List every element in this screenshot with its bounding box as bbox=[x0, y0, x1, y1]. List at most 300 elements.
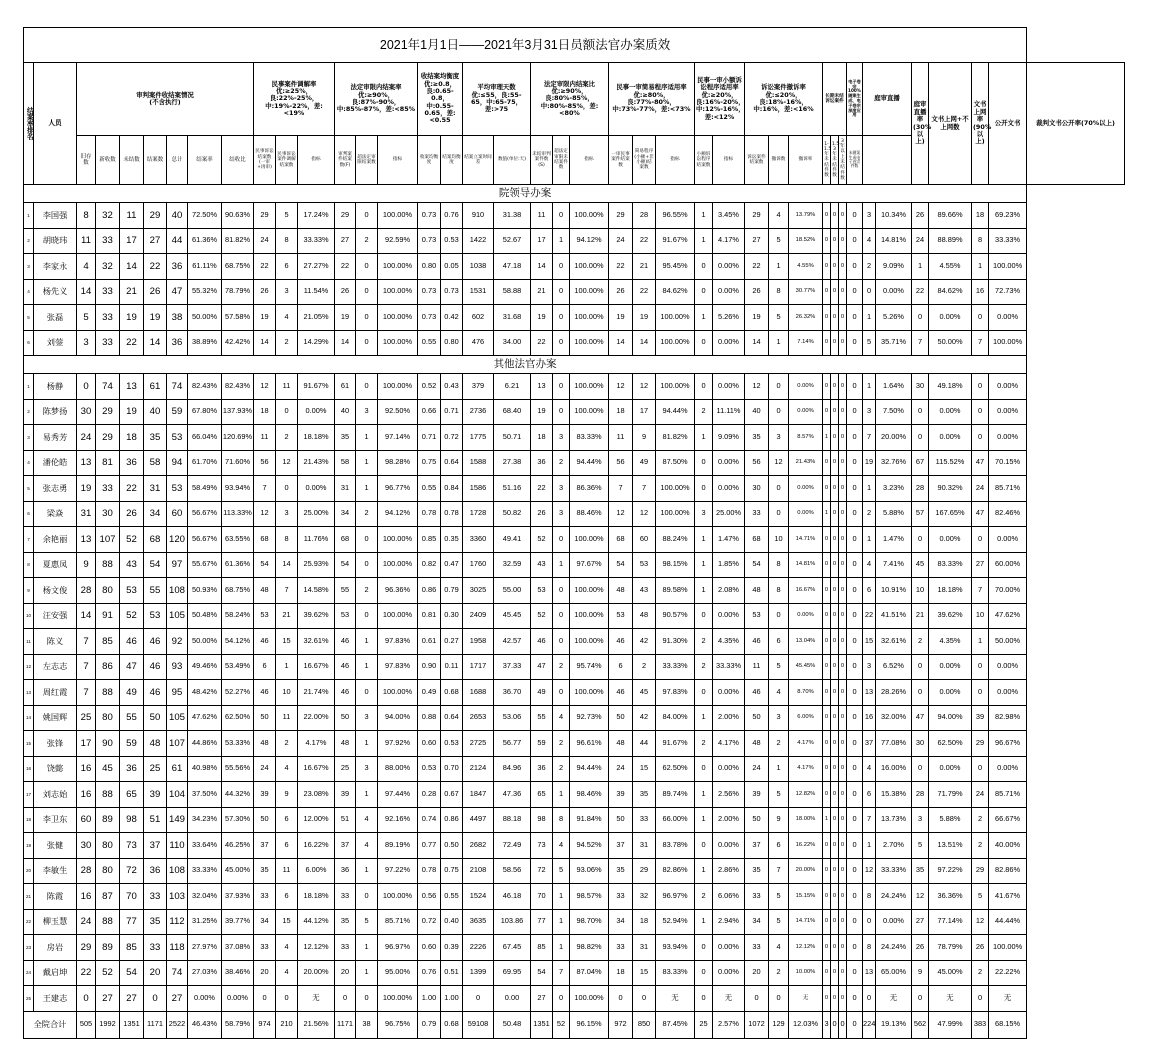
table-cell: 0 bbox=[847, 680, 863, 706]
table-cell: 35 bbox=[335, 909, 356, 935]
table-cell: 0 bbox=[831, 603, 839, 629]
table-cell: 1775 bbox=[463, 425, 494, 451]
table-cell: 90.57% bbox=[656, 603, 695, 629]
table-cell: 6 bbox=[863, 578, 876, 604]
table-cell: 68 bbox=[144, 527, 167, 553]
table-cell: 89.19% bbox=[378, 833, 418, 859]
table-cell: 21.56% bbox=[298, 1011, 335, 1038]
table-cell: 0 bbox=[847, 305, 863, 331]
table-cell: 0 bbox=[823, 228, 831, 254]
table-cell: 0.00% bbox=[713, 279, 745, 305]
table-cell: 118 bbox=[167, 935, 188, 961]
table-cell: 48 bbox=[254, 731, 276, 757]
table-cell: 1038 bbox=[463, 254, 494, 280]
table-cell: 44.32% bbox=[222, 782, 254, 808]
table-cell: 18.52% bbox=[789, 228, 823, 254]
table-cell: 100.00% bbox=[378, 279, 418, 305]
table-cell: 23 bbox=[24, 935, 34, 961]
table-cell: 2522 bbox=[167, 1011, 188, 1038]
table-row bbox=[24, 578, 1125, 604]
table-cell: 80 bbox=[96, 858, 120, 884]
table-cell: 21 bbox=[24, 884, 34, 910]
table-cell: 0 bbox=[847, 629, 863, 655]
table-cell: 25 bbox=[24, 986, 34, 1012]
table-cell: 31.25% bbox=[188, 909, 222, 935]
table-cell: 29 bbox=[745, 203, 769, 229]
table-cell: 0 bbox=[972, 399, 989, 425]
table-cell: 25.00% bbox=[713, 501, 745, 527]
table-cell: 21 bbox=[120, 279, 144, 305]
table-cell: 陈梦扬 bbox=[34, 399, 77, 425]
table-cell: 26 bbox=[120, 501, 144, 527]
sub-header-19: 指标 bbox=[570, 136, 609, 185]
table-cell: 2 bbox=[553, 654, 570, 680]
table-cell: 0.00% bbox=[989, 527, 1027, 553]
table-cell: 0 bbox=[553, 330, 570, 356]
table-cell: 100.00% bbox=[570, 578, 609, 604]
table-cell: 46 bbox=[745, 680, 769, 706]
table-cell: 70 bbox=[120, 884, 144, 910]
table-cell: 0.00% bbox=[298, 399, 335, 425]
table-cell: 29 bbox=[77, 935, 96, 961]
sub-header-7: 民事诉讼结案数(一审+再审) bbox=[254, 136, 276, 185]
table-cell: 13 bbox=[531, 374, 553, 400]
table-cell: 无 bbox=[656, 986, 695, 1012]
table-cell: 0 bbox=[831, 960, 839, 986]
table-cell: 0 bbox=[847, 986, 863, 1012]
table-cell: 0 bbox=[823, 279, 831, 305]
table-cell: 张志勇 bbox=[34, 476, 77, 502]
table-cell: 5 bbox=[356, 909, 378, 935]
table-cell: 108 bbox=[167, 858, 188, 884]
table-cell: 17 bbox=[24, 782, 34, 808]
table-cell: 92 bbox=[167, 629, 188, 655]
table-cell: 0 bbox=[839, 450, 847, 476]
table-cell: 0 bbox=[839, 330, 847, 356]
table-cell: 0 bbox=[823, 782, 831, 808]
table-cell: 82.98% bbox=[989, 705, 1027, 731]
table-cell: 8 bbox=[863, 935, 876, 961]
table-cell: 0 bbox=[839, 399, 847, 425]
table-cell: 0 bbox=[847, 731, 863, 757]
table-cell: 2 bbox=[695, 399, 713, 425]
table-cell: 7 bbox=[77, 680, 96, 706]
table-cell: 5.26% bbox=[876, 305, 912, 331]
table-cell: 82.43% bbox=[222, 374, 254, 400]
table-cell: 4.55% bbox=[929, 254, 972, 280]
table-cell: 0 bbox=[912, 986, 929, 1012]
table-cell: 72.50% bbox=[188, 203, 222, 229]
table-cell: 16.22% bbox=[298, 833, 335, 859]
table-cell: 24 bbox=[912, 228, 929, 254]
table-cell: 39.62% bbox=[298, 603, 335, 629]
table-cell: 57.58% bbox=[222, 305, 254, 331]
table-cell: 0.00% bbox=[929, 680, 972, 706]
table-cell: 0 bbox=[863, 986, 876, 1012]
table-cell: 87.45% bbox=[656, 1011, 695, 1038]
table-cell: 19 bbox=[254, 305, 276, 331]
table-cell: 1 bbox=[553, 782, 570, 808]
table-cell: 1 bbox=[553, 228, 570, 254]
table-cell: 11 bbox=[77, 228, 96, 254]
table-cell: 27.38 bbox=[494, 450, 531, 476]
table-cell: 0.00% bbox=[929, 527, 972, 553]
table-cell: 0.78 bbox=[441, 501, 463, 527]
table-cell: 0 bbox=[839, 501, 847, 527]
table-cell: 35 bbox=[609, 858, 633, 884]
table-cell: 27 bbox=[972, 552, 989, 578]
table-cell: 88 bbox=[96, 909, 120, 935]
table-cell: 10 bbox=[24, 603, 34, 629]
table-cell: 杨先义 bbox=[34, 279, 77, 305]
table-cell: 31.38 bbox=[494, 203, 531, 229]
table-cell: 0 bbox=[972, 986, 989, 1012]
table-cell: 3 bbox=[769, 425, 789, 451]
table-row bbox=[24, 986, 1125, 1012]
table-cell: 0 bbox=[912, 527, 929, 553]
table-cell: 3 bbox=[912, 807, 929, 833]
table-cell: 562 bbox=[912, 1011, 929, 1038]
table-cell: 88.24% bbox=[656, 527, 695, 553]
table-cell: 0.80 bbox=[418, 254, 441, 280]
table-cell: 47 bbox=[972, 501, 989, 527]
table-cell: 3 bbox=[863, 399, 876, 425]
table-cell: 无 bbox=[713, 986, 745, 1012]
table-cell: 110 bbox=[167, 833, 188, 859]
table-cell: 0 bbox=[356, 254, 378, 280]
table-cell: 100.00% bbox=[656, 374, 695, 400]
table-cell: 167.65% bbox=[929, 501, 972, 527]
table-cell: 0.55 bbox=[418, 330, 441, 356]
table-cell: 18.00% bbox=[789, 807, 823, 833]
table-cell: 0.78 bbox=[418, 501, 441, 527]
table-cell: 94.00% bbox=[929, 705, 972, 731]
table-cell: 0 bbox=[823, 552, 831, 578]
table-cell: 6.52% bbox=[876, 654, 912, 680]
table-cell: 37 bbox=[609, 833, 633, 859]
table-cell: 50.00% bbox=[188, 629, 222, 655]
table-cell: 94.12% bbox=[570, 228, 609, 254]
table-cell: 68.15% bbox=[989, 1011, 1027, 1038]
table-cell: 0 bbox=[356, 527, 378, 553]
table-cell: 1351 bbox=[120, 1011, 144, 1038]
table-cell: 16.67% bbox=[789, 578, 823, 604]
table-cell: 10.34% bbox=[876, 203, 912, 229]
table-cell: 12 bbox=[769, 450, 789, 476]
table-cell: 12 bbox=[863, 858, 876, 884]
table-cell: 13 bbox=[120, 374, 144, 400]
table-cell: 39 bbox=[972, 705, 989, 731]
table-cell: 7 bbox=[863, 807, 876, 833]
table-cell: 35.71% bbox=[876, 330, 912, 356]
table-cell: 1 bbox=[356, 425, 378, 451]
table-cell: 0 bbox=[863, 279, 876, 305]
table-cell: 1171 bbox=[144, 1011, 167, 1038]
table-cell: 59 bbox=[167, 399, 188, 425]
table-cell: 53 bbox=[335, 603, 356, 629]
table-cell: 11 bbox=[609, 425, 633, 451]
table-cell: 余艳丽 bbox=[34, 527, 77, 553]
table-cell: 89.66% bbox=[929, 203, 972, 229]
table-cell: 73 bbox=[531, 833, 553, 859]
table-cell: 0 bbox=[912, 425, 929, 451]
table-cell: 1 bbox=[695, 552, 713, 578]
table-cell: 89 bbox=[96, 807, 120, 833]
table-cell: 602 bbox=[463, 305, 494, 331]
table-cell: 4.17% bbox=[298, 731, 335, 757]
table-cell: 0.60 bbox=[418, 935, 441, 961]
table-cell: 33 bbox=[335, 884, 356, 910]
table-cell: 18.18% bbox=[298, 884, 335, 910]
table-cell: 31 bbox=[144, 476, 167, 502]
table-cell: 12 bbox=[609, 374, 633, 400]
table-cell: 25.93% bbox=[298, 552, 335, 578]
table-cell: 1 bbox=[695, 578, 713, 604]
table-cell: 56 bbox=[609, 450, 633, 476]
table-cell: 0 bbox=[553, 399, 570, 425]
table-cell: 2.57% bbox=[713, 1011, 745, 1038]
table-cell: 27.27% bbox=[298, 254, 335, 280]
table-cell: 52 bbox=[553, 1011, 570, 1038]
table-cell: 46 bbox=[254, 680, 276, 706]
table-cell: 44.44% bbox=[989, 909, 1027, 935]
table-cell: 50.00% bbox=[929, 330, 972, 356]
table-cell: 27 bbox=[167, 986, 188, 1012]
table-cell: 55.32% bbox=[188, 279, 222, 305]
table-cell: 夏惠凤 bbox=[34, 552, 77, 578]
table-cell: 70 bbox=[531, 884, 553, 910]
table-cell: 0 bbox=[831, 884, 839, 910]
table-cell: 22 bbox=[745, 254, 769, 280]
table-cell: 左志志 bbox=[34, 654, 77, 680]
table-row bbox=[24, 858, 1125, 884]
table-cell: 14.71% bbox=[789, 527, 823, 553]
table-cell: 66.04% bbox=[188, 425, 222, 451]
table-cell: 9 bbox=[633, 425, 656, 451]
table-cell: 0 bbox=[356, 680, 378, 706]
table-cell: 0.00% bbox=[222, 986, 254, 1012]
total-row bbox=[24, 1011, 1125, 1038]
table-cell: 0 bbox=[847, 254, 863, 280]
table-cell: 31 bbox=[633, 833, 656, 859]
table-cell: 54 bbox=[144, 552, 167, 578]
table-cell: 5 bbox=[769, 654, 789, 680]
table-cell: 12 bbox=[633, 501, 656, 527]
table-cell: 3 bbox=[553, 425, 570, 451]
table-cell: 7 bbox=[769, 858, 789, 884]
table-cell: 2108 bbox=[463, 858, 494, 884]
table-cell: 61 bbox=[144, 374, 167, 400]
table-cell: 33.33% bbox=[876, 858, 912, 884]
table-cell: 47 bbox=[972, 450, 989, 476]
table-cell: 0.68 bbox=[441, 1011, 463, 1038]
simple-group-header: 民事一审简易程序适用率 优:≥80%，良:77%-80%，中:73%-77%，差:<73% bbox=[609, 63, 695, 136]
table-cell: 30 bbox=[96, 501, 120, 527]
table-cell: 34 bbox=[609, 909, 633, 935]
table-cell: 1688 bbox=[463, 680, 494, 706]
table-cell: 姚国辉 bbox=[34, 705, 77, 731]
table-cell: 44.86% bbox=[188, 731, 222, 757]
table-row bbox=[24, 476, 1125, 502]
table-cell: 刘志始 bbox=[34, 782, 77, 808]
table-cell: 19 bbox=[531, 399, 553, 425]
table-cell: 0 bbox=[839, 909, 847, 935]
table-cell: 12 bbox=[609, 501, 633, 527]
table-cell: 28 bbox=[77, 858, 96, 884]
sub-header-9: 指标 bbox=[298, 136, 335, 185]
rank-header: 结案率排名 bbox=[24, 63, 34, 185]
table-cell: 0.47 bbox=[441, 552, 463, 578]
table-cell: 0.00% bbox=[713, 330, 745, 356]
table-cell: 0 bbox=[823, 578, 831, 604]
table-cell: 6 bbox=[863, 782, 876, 808]
table-cell: 52.67 bbox=[494, 228, 531, 254]
table-cell: 0.77 bbox=[418, 833, 441, 859]
table-cell: 108 bbox=[167, 578, 188, 604]
table-cell: 3 bbox=[24, 425, 34, 451]
table-cell: 0 bbox=[839, 960, 847, 986]
table-cell: 46.43% bbox=[188, 1011, 222, 1038]
table-cell: 974 bbox=[254, 1011, 276, 1038]
table-cell: 33 bbox=[254, 935, 276, 961]
table-row bbox=[24, 629, 1125, 655]
table-cell: 35 bbox=[633, 782, 656, 808]
table-cell: 26 bbox=[912, 203, 929, 229]
table-cell: 0 bbox=[695, 254, 713, 280]
table-cell: 22.00% bbox=[298, 705, 335, 731]
table-cell: 0 bbox=[839, 374, 847, 400]
table-cell: 0 bbox=[609, 986, 633, 1012]
table-cell: 3 bbox=[24, 254, 34, 280]
table-cell: 52 bbox=[531, 603, 553, 629]
table-cell: 62.50% bbox=[222, 705, 254, 731]
table-cell: 29 bbox=[609, 203, 633, 229]
table-cell: 0 bbox=[356, 279, 378, 305]
table-cell: 68 bbox=[254, 527, 276, 553]
table-cell: 0 bbox=[553, 680, 570, 706]
table-cell: 42 bbox=[633, 629, 656, 655]
table-cell: 14 bbox=[254, 330, 276, 356]
table-cell: 24 bbox=[972, 782, 989, 808]
table-cell: 16.00% bbox=[876, 756, 912, 782]
table-cell: 6.21 bbox=[494, 374, 531, 400]
table-cell: 0.00% bbox=[929, 654, 972, 680]
table-cell: 65.00% bbox=[876, 960, 912, 986]
table-cell: 47.62% bbox=[188, 705, 222, 731]
table-cell: 8 bbox=[24, 552, 34, 578]
table-cell: 4 bbox=[276, 756, 298, 782]
table-cell: 0.79 bbox=[441, 578, 463, 604]
table-cell: 27 bbox=[745, 228, 769, 254]
table-cell: 48.42% bbox=[188, 680, 222, 706]
table-cell: 0 bbox=[695, 756, 713, 782]
table-cell: 0 bbox=[823, 399, 831, 425]
table-cell: 0 bbox=[912, 654, 929, 680]
table-cell: 2 bbox=[276, 330, 298, 356]
table-cell: 0 bbox=[839, 527, 847, 553]
table-cell: 7 bbox=[912, 330, 929, 356]
table-cell: 3.23% bbox=[876, 476, 912, 502]
table-cell: 0 bbox=[839, 833, 847, 859]
table-cell: 3360 bbox=[463, 527, 494, 553]
table-cell: 0 bbox=[847, 399, 863, 425]
table-cell: 0.85 bbox=[418, 527, 441, 553]
table-cell: 91.67% bbox=[656, 731, 695, 757]
table-cell: 48 bbox=[745, 578, 769, 604]
table-cell: 56.77 bbox=[494, 731, 531, 757]
ontime-ratio-group-header: 法定审限内结案比 优:≥90%，良:80%-85%，中:80%-85%，差:<80% bbox=[531, 63, 609, 136]
table-cell: 24 bbox=[745, 756, 769, 782]
table-cell: 72 bbox=[531, 858, 553, 884]
table-cell: 26 bbox=[144, 279, 167, 305]
table-cell: 34 bbox=[144, 501, 167, 527]
table-cell: 0.00% bbox=[989, 305, 1027, 331]
table-cell: 18.18% bbox=[298, 425, 335, 451]
sub-header-0: 旧存数 bbox=[77, 136, 96, 185]
table-cell: 27 bbox=[144, 228, 167, 254]
table-cell: 6.00% bbox=[789, 705, 823, 731]
table-cell: 6.06% bbox=[713, 884, 745, 910]
table-cell: 56.67% bbox=[188, 501, 222, 527]
table-cell: 5 bbox=[553, 858, 570, 884]
table-cell: 84.96 bbox=[494, 756, 531, 782]
table-cell: 4.17% bbox=[789, 731, 823, 757]
table-cell: 0 bbox=[831, 399, 839, 425]
table-cell: 3 bbox=[276, 501, 298, 527]
table-cell: 82.86% bbox=[656, 858, 695, 884]
table-cell: 97 bbox=[167, 552, 188, 578]
table-cell: 58.88 bbox=[494, 279, 531, 305]
table-cell: 52 bbox=[120, 603, 144, 629]
table-cell: 0 bbox=[912, 756, 929, 782]
table-cell: 0.86 bbox=[441, 807, 463, 833]
table-cell: 30 bbox=[77, 399, 96, 425]
table-row bbox=[24, 935, 1125, 961]
table-cell: 0 bbox=[823, 935, 831, 961]
table-cell: 52 bbox=[120, 527, 144, 553]
sub-header-11: 超法定审限结案数 bbox=[356, 136, 378, 185]
table-row bbox=[24, 833, 1125, 859]
table-cell: 83.33% bbox=[929, 552, 972, 578]
table-cell: 0.00% bbox=[789, 399, 823, 425]
table-cell: 93.94% bbox=[656, 935, 695, 961]
page-title: 2021年1月1日——2021年3月31日员额法官办案质效 bbox=[24, 28, 1027, 63]
table-cell: 50 bbox=[144, 705, 167, 731]
table-cell: 0.52 bbox=[418, 374, 441, 400]
table-cell: 35 bbox=[144, 425, 167, 451]
table-cell: 7 bbox=[972, 578, 989, 604]
table-cell: 6 bbox=[276, 254, 298, 280]
table-cell: 0 bbox=[831, 254, 839, 280]
table-cell: 95.00% bbox=[378, 960, 418, 986]
table-cell: 14.81% bbox=[789, 552, 823, 578]
table-cell: 92.59% bbox=[378, 228, 418, 254]
table-cell: 74 bbox=[167, 960, 188, 986]
table-cell: 22 bbox=[863, 603, 876, 629]
table-cell: 87.04% bbox=[570, 960, 609, 986]
table-cell: 8 bbox=[769, 578, 789, 604]
table-cell: 77 bbox=[120, 909, 144, 935]
table-cell: 6 bbox=[276, 833, 298, 859]
sub-header-16: 数值(单位:天) bbox=[494, 136, 531, 185]
table-cell: 53 bbox=[633, 552, 656, 578]
table-cell: 35 bbox=[144, 909, 167, 935]
table-cell: 1 bbox=[24, 203, 34, 229]
table-cell: 51 bbox=[335, 807, 356, 833]
table-cell: 10 bbox=[972, 603, 989, 629]
table-cell: 0 bbox=[553, 603, 570, 629]
table-cell: 50.48 bbox=[494, 1011, 531, 1038]
